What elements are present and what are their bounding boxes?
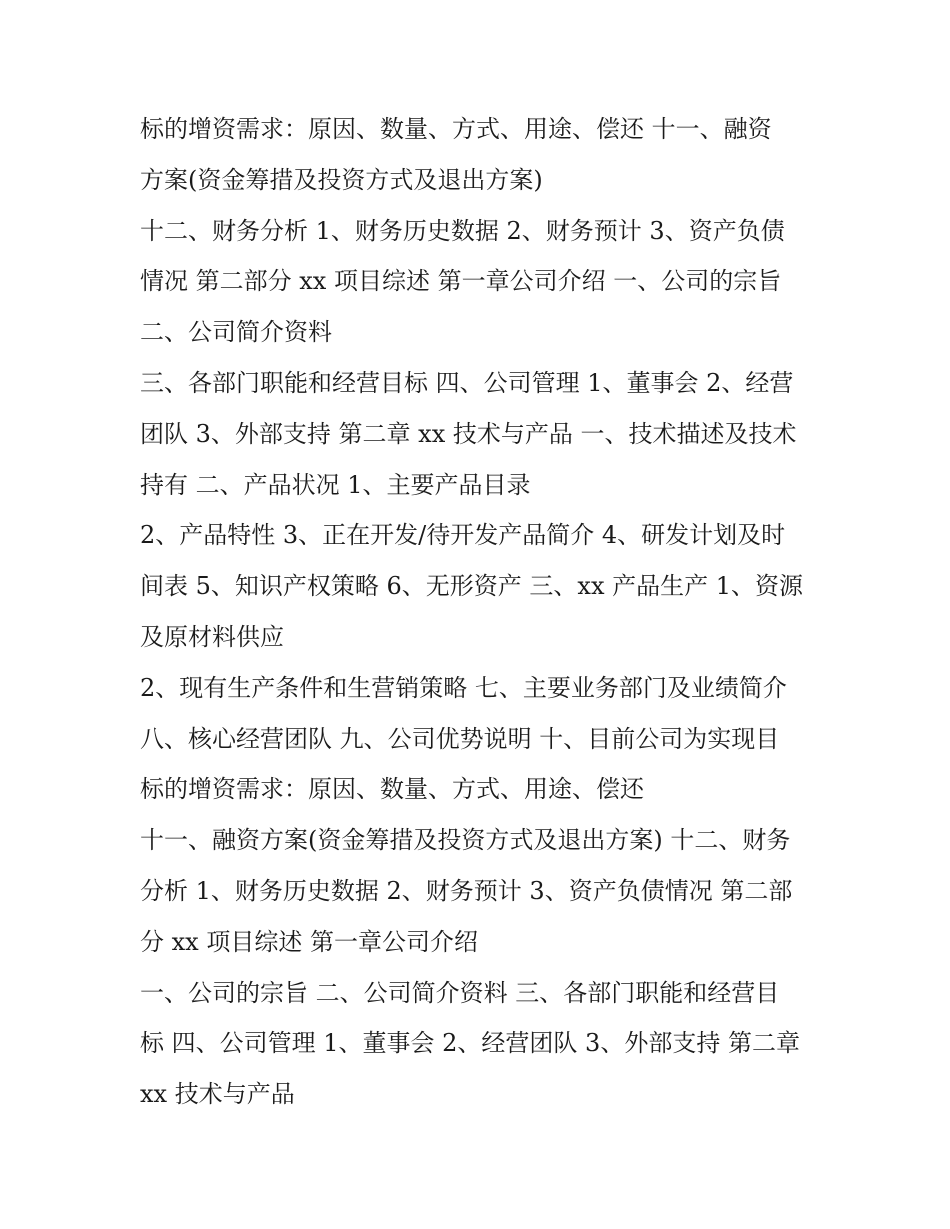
- text-line: 二、公司简介资料: [140, 318, 332, 347]
- text-line: 十二、财务分析 1、财务历史数据 2、财务预计 3、资产负债: [140, 216, 785, 245]
- text-line: 标的增资需求：原因、数量、方式、用途、偿还 十一、融资: [140, 115, 772, 143]
- text-line: 一、公司的宗旨 二、公司简介资料 三、各部门职能和经营目: [140, 978, 780, 1007]
- text-line: 标 四、公司管理 1、董事会 2、经营团队 3、外部支持 第二章: [140, 1029, 800, 1058]
- text-line: 情况 第二部分 xx 项目综述 第一章公司介绍 一、公司的宗旨: [140, 267, 782, 296]
- text-line: 及原材料供应: [140, 622, 284, 651]
- text-line: 间表 5、知识产权策略 6、无形资产 三、xx 产品生产 1、资源: [140, 572, 804, 601]
- text-line: 八、核心经营团队 九、公司优势说明 十、目前公司为实现目: [140, 724, 780, 753]
- text-line: 分析 1、财务历史数据 2、财务预计 3、资产负债情况 第二部: [140, 876, 793, 905]
- text-line: 三、各部门职能和经营目标 四、公司管理 1、董事会 2、经营: [140, 368, 794, 397]
- text-line: 标的增资需求：原因、数量、方式、用途、偿还: [140, 775, 644, 804]
- document-body: [140, 104, 820, 1120]
- text-line: 持有 二、产品状况 1、主要产品目录: [140, 470, 531, 499]
- text-line: xx 技术与产品: [140, 1080, 295, 1109]
- text-line: 十一、融资方案(资金筹措及投资方式及退出方案) 十二、财务: [140, 826, 791, 855]
- text-line: 分 xx 项目综述 第一章公司介绍: [140, 927, 478, 956]
- text-line: 2、产品特性 3、正在开发/待开发产品简介 4、研发计划及时: [140, 521, 786, 550]
- text-line: 团队 3、外部支持 第二章 xx 技术与产品 一、技术描述及技术: [140, 419, 797, 448]
- text-line: 2、现有生产条件和生营销策略 七、主要业务部门及业绩简介: [140, 673, 787, 702]
- text-line: 方案(资金筹措及投资方式及退出方案): [140, 165, 543, 194]
